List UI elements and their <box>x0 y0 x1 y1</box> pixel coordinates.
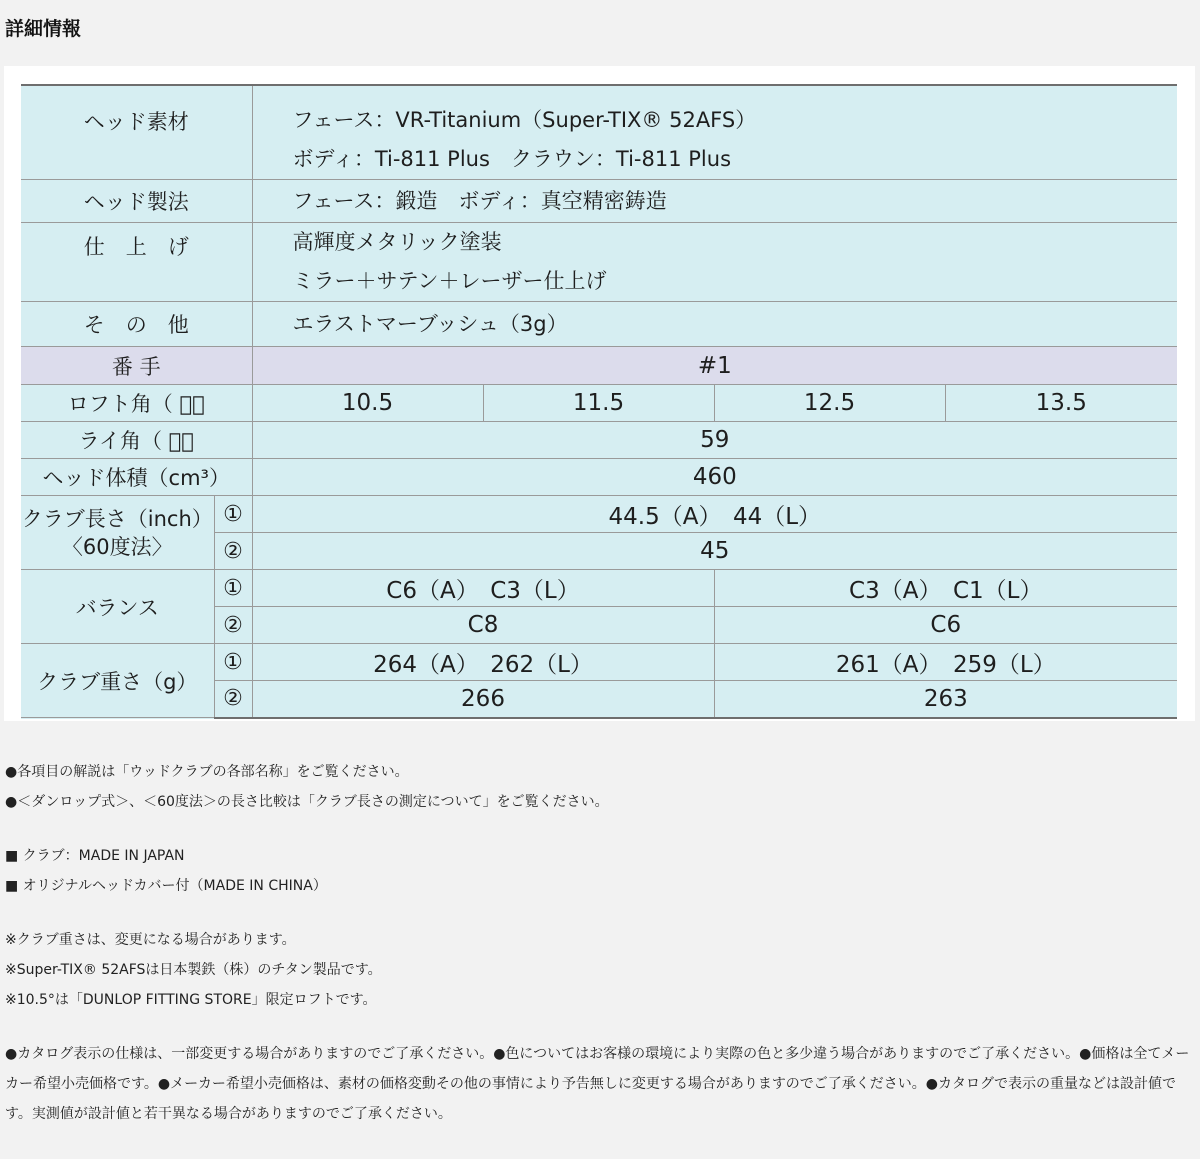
weight-left-1: 264（A） 262（L） <box>252 644 714 681</box>
label-length-line-1: クラブ長さ（inch） <box>21 506 213 531</box>
value-finish <box>252 223 1177 302</box>
mark-2: ② <box>214 533 252 570</box>
mark-2: ② <box>214 607 252 644</box>
note-item: ※クラブ重さは、変更になる場合があります。 <box>5 932 296 948</box>
row-other <box>21 302 1177 347</box>
balance-left-1: C6（A） C3（L） <box>252 570 714 607</box>
mark-2: ② <box>214 681 252 718</box>
label-length <box>21 496 214 570</box>
value-other: エラストマーブッシュ（3g） <box>252 302 1177 347</box>
label-other: そ の 他 <box>21 302 252 347</box>
loft-value: 13.5 <box>945 385 1177 422</box>
label-weight: クラブ重さ（g） <box>21 644 214 718</box>
row-finish <box>21 223 1177 302</box>
label-volume: ヘッド体積（cm³） <box>21 459 252 496</box>
row-head-method <box>21 180 1177 223</box>
value-head-material <box>252 85 1177 180</box>
value-length-1: 44.5（A） 44（L） <box>252 496 1177 533</box>
row-weight-1 <box>21 644 1177 681</box>
note-item: ●＜ダンロップ式＞、＜60度法＞の長さ比較は「クラブ長さの測定について」をご覧ください。 <box>5 794 609 810</box>
row-number <box>21 347 1177 385</box>
balance-right-1: C3（A） C1（L） <box>714 570 1177 607</box>
label-number: 番 手 <box>21 347 252 385</box>
section-title: 詳細情報 <box>5 18 82 40</box>
weight-right-1: 261（A） 259（L） <box>714 644 1177 681</box>
mark-1: ① <box>214 570 252 607</box>
weight-right-2: 263 <box>714 681 1177 718</box>
note-item: ■ オリジナルヘッドカバー付（MADE IN CHINA） <box>5 878 327 894</box>
loft-value: 10.5 <box>252 385 483 422</box>
head-material-face: フェース：VR-Titanium（Super-TIX® 52AFS） <box>292 108 757 132</box>
loft-value: 12.5 <box>714 385 945 422</box>
value-number: #1 <box>252 347 1177 385</box>
balance-left-2: C8 <box>252 607 714 644</box>
finish-line-2: ミラー＋サテン＋レーザー仕上げ <box>292 269 607 293</box>
row-head-material <box>21 85 1177 180</box>
value-head-method: フェース：鍛造 ボディ：真空精密鋳造 <box>252 180 1177 223</box>
value-volume: 460 <box>252 459 1177 496</box>
notes <box>5 757 1197 1129</box>
head-material-body: ボディ：Ti-811 Plus クラウン：Ti-811 Plus <box>292 147 732 171</box>
spec-table <box>21 84 1177 719</box>
finish-line-1: 高輝度メタリック塗装 <box>292 230 502 254</box>
mark-1: ① <box>214 496 252 533</box>
label-head-method: ヘッド製法 <box>21 180 252 223</box>
note-item: ※Super-TIX® 52AFSは日本製鉄（株）のチタン製品です。 <box>5 962 382 978</box>
note-item: ■ クラブ：MADE IN JAPAN <box>5 848 185 864</box>
label-finish: 仕 上 げ <box>21 223 252 302</box>
row-lie <box>21 422 1177 459</box>
label-balance: バランス <box>21 570 214 644</box>
mark-1: ① <box>214 644 252 681</box>
label-head-material: ヘッド素材 <box>21 85 252 180</box>
value-length-2: 45 <box>252 533 1177 570</box>
disclaimer-paragraph: ●カタログ表示の仕様は、一部変更する場合がありますのでご了承ください。●色についてはお客様の環境により実際の色と多少違う場合がありますのでご了承ください。●価格は全てメーカー希望小売価格です。●メーカー希望小売価格は、素材の価格変動その他の事情により予告無しに変更する場合がありますのでご了承ください。●カタログで表示の重量などは設計値です。実測値が設計値と若干異なる場合がありますのでご了承ください。 <box>5 1046 1190 1122</box>
row-balance-1 <box>21 570 1177 607</box>
row-volume <box>21 459 1177 496</box>
note-item: ●各項目の解説は「ウッドクラブの各部名称」をご覧ください。 <box>5 764 409 780</box>
weight-left-2: 266 <box>252 681 714 718</box>
label-length-line-2: 〈60度法〉 <box>61 534 173 559</box>
row-length-1 <box>21 496 1177 533</box>
label-loft: ロフト角（ ゚） <box>21 385 252 422</box>
balance-right-2: C6 <box>714 607 1177 644</box>
note-item: ※10.5°は「DUNLOP FITTING STORE」限定ロフトです。 <box>5 992 377 1008</box>
loft-value: 11.5 <box>483 385 714 422</box>
value-lie: 59 <box>252 422 1177 459</box>
label-lie: ライ角（ ゚） <box>21 422 252 459</box>
row-loft <box>21 385 1177 422</box>
